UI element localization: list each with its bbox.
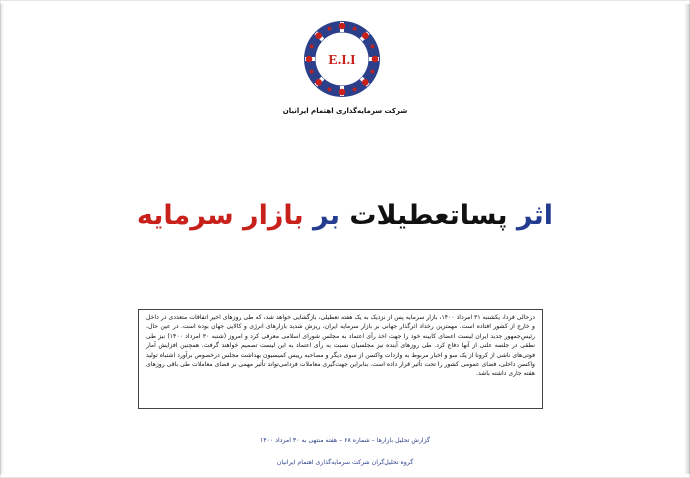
page-edge-shadow-left (0, 4, 4, 474)
page-title (60, 196, 630, 236)
analysts-group-line: گروه تحلیل‌گران شرکت سرمایه‌گذاری اهتمام ایرانیان (276, 459, 414, 466)
title-part-2: پساتعطیلات (339, 200, 517, 231)
title-part-1: اثر (516, 200, 554, 231)
company-name: شرکت سرمایه‌گذاری اهتمام ایرانیان (282, 107, 408, 115)
page-edge-shadow-right (684, 4, 690, 474)
eii-logo-icon (300, 17, 384, 101)
title-part-3: بر (313, 200, 340, 231)
report-footer-line: گزارش تحلیل بازارها – شماره ۶۸ – هفته منتهی به ۳۰ امرداد ۱۴۰۰ (259, 437, 431, 444)
logo-text: E.I.I (328, 53, 356, 68)
summary-textbox: درحالی فردا، یکشنبه ۳۱ امرداد ۱۴۰۰، بازار سرمایه پس از نزدیک به یک هفته تعطیلی، بازگشایی خواهد شد، که طی روزهای اخیر اتفاقات متعددی در داخل و خارج از کشور افتاده است. مهمترین رخداد اثرگذار جهانی بر بازار سرمایه ایران، ریزش شدید بازارهای انرژی و کالایی جهان بوده است. در عین حال، رئیس‌جمهور جدید ایران لیست اعضای کابینه خود را جهت اخذ رأی اعتماد به مجلس شورای اسلامی معرفی کرد و امروز (شنبه ۳۰ امرداد ۱۴۰۰) نیز طی نطقی در جلسه علنی از آنها دفاع کرد. طی روزهای آینده نیز مجلسیان نسبت به رأی اعتماد به این لیست تصمیم خواهند گرفت. همچنین افزایش آمار فوتی‌های ناشی از کرونا از یک سو و اخبار مربوط به واردات واکسن از سوی دیگر و مصاحبه رییس کمیسیون بهداشت مجلس درخصوص برآورد اشتباه تولید واکسن داخلی، فضای عمومی کشور را تحت تأثیر قرار داده است. بنابراین جهت‌گیری معاملات فردامی‌تواند تأثیر مهمی بر فضای معاملات طی باقی روزهای هفته جاری داشته باشد. (138, 309, 543, 409)
title-part-4: بازار سرمایه (136, 200, 314, 231)
